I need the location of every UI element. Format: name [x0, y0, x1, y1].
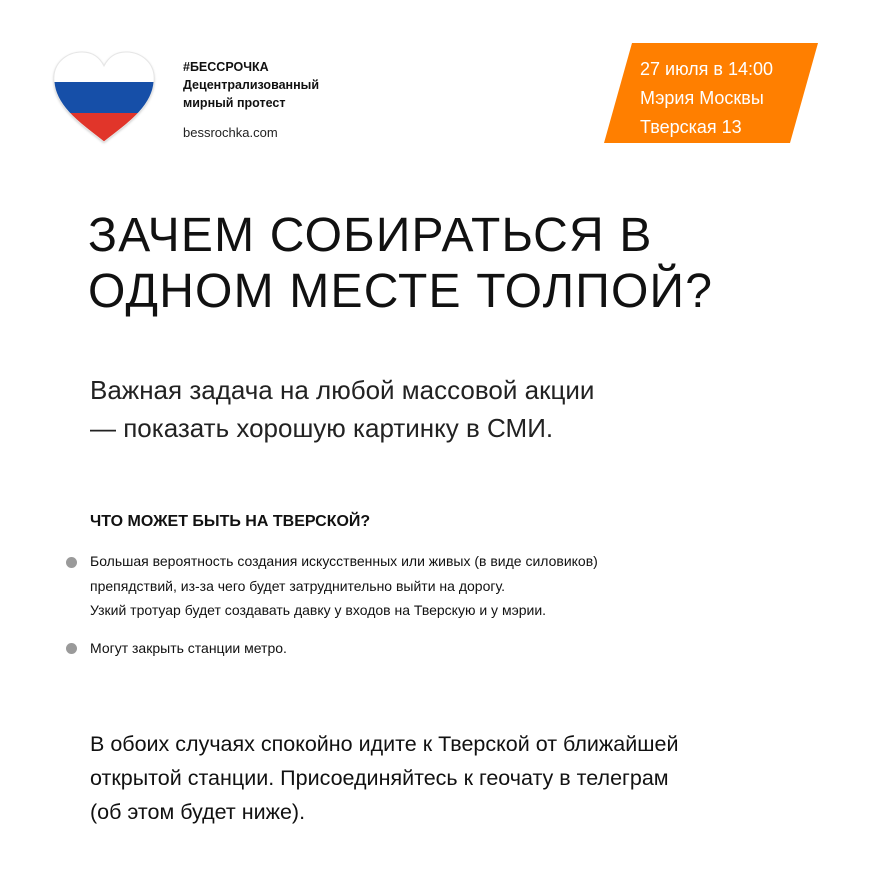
- lead-line-2: — показать хорошую картинку в СМИ.: [90, 413, 554, 443]
- event-date-time: 27 июля в 14:00: [640, 59, 774, 79]
- event-address: Тверская 13: [640, 117, 742, 137]
- brand-tagline-1: Децентрализованный: [183, 78, 319, 92]
- brand-block: [183, 58, 319, 142]
- lead-paragraph: [90, 371, 810, 447]
- bullet-dot: [66, 643, 77, 654]
- list-item-line: Могут закрыть станции метро.: [90, 640, 287, 656]
- list-item-line: Большая вероятность создания искусственных или живых (в виде силовиков): [90, 553, 598, 569]
- closing-line-2: открытой станции. Присоединяйтесь к геочату в телеграм: [90, 766, 669, 790]
- closing-line-1: В обоих случаях спокойно идите к Тверской от ближайшей: [90, 732, 679, 756]
- list-item: [90, 549, 790, 623]
- bullet-dot: [66, 557, 77, 568]
- headline-line-2: ОДНОМ МЕСТЕ ТОЛПОЙ?: [88, 265, 714, 318]
- russian-flag-heart-icon: [50, 50, 158, 146]
- list-item: [90, 636, 790, 661]
- site-link[interactable]: bessrochka.com: [183, 125, 278, 140]
- event-venue: Мэрия Москвы: [640, 88, 764, 108]
- lead-line-1: Важная задача на любой массовой акции: [90, 375, 595, 405]
- logo: [50, 50, 158, 146]
- event-info: [640, 55, 773, 142]
- brand-tagline-2: мирный протест: [183, 96, 286, 110]
- brand-hashtag: #БЕССРОЧКА: [183, 60, 269, 74]
- page-title: [88, 208, 848, 320]
- list-item-line: Узкий тротуар будет создавать давку у входов на Тверскую и у мэрии.: [90, 602, 547, 618]
- section-title: ЧТО МОЖЕТ БЫТЬ НА ТВЕРСКОЙ?: [90, 513, 371, 530]
- headline-line-1: ЗАЧЕМ СОБИРАТЬСЯ В: [88, 209, 653, 262]
- closing-paragraph: [90, 727, 810, 829]
- list-item-line: препядствий, из-за чего будет затруднительно выйти на дорогу.: [90, 577, 505, 594]
- closing-line-3: (об этом будет ниже).: [90, 800, 306, 824]
